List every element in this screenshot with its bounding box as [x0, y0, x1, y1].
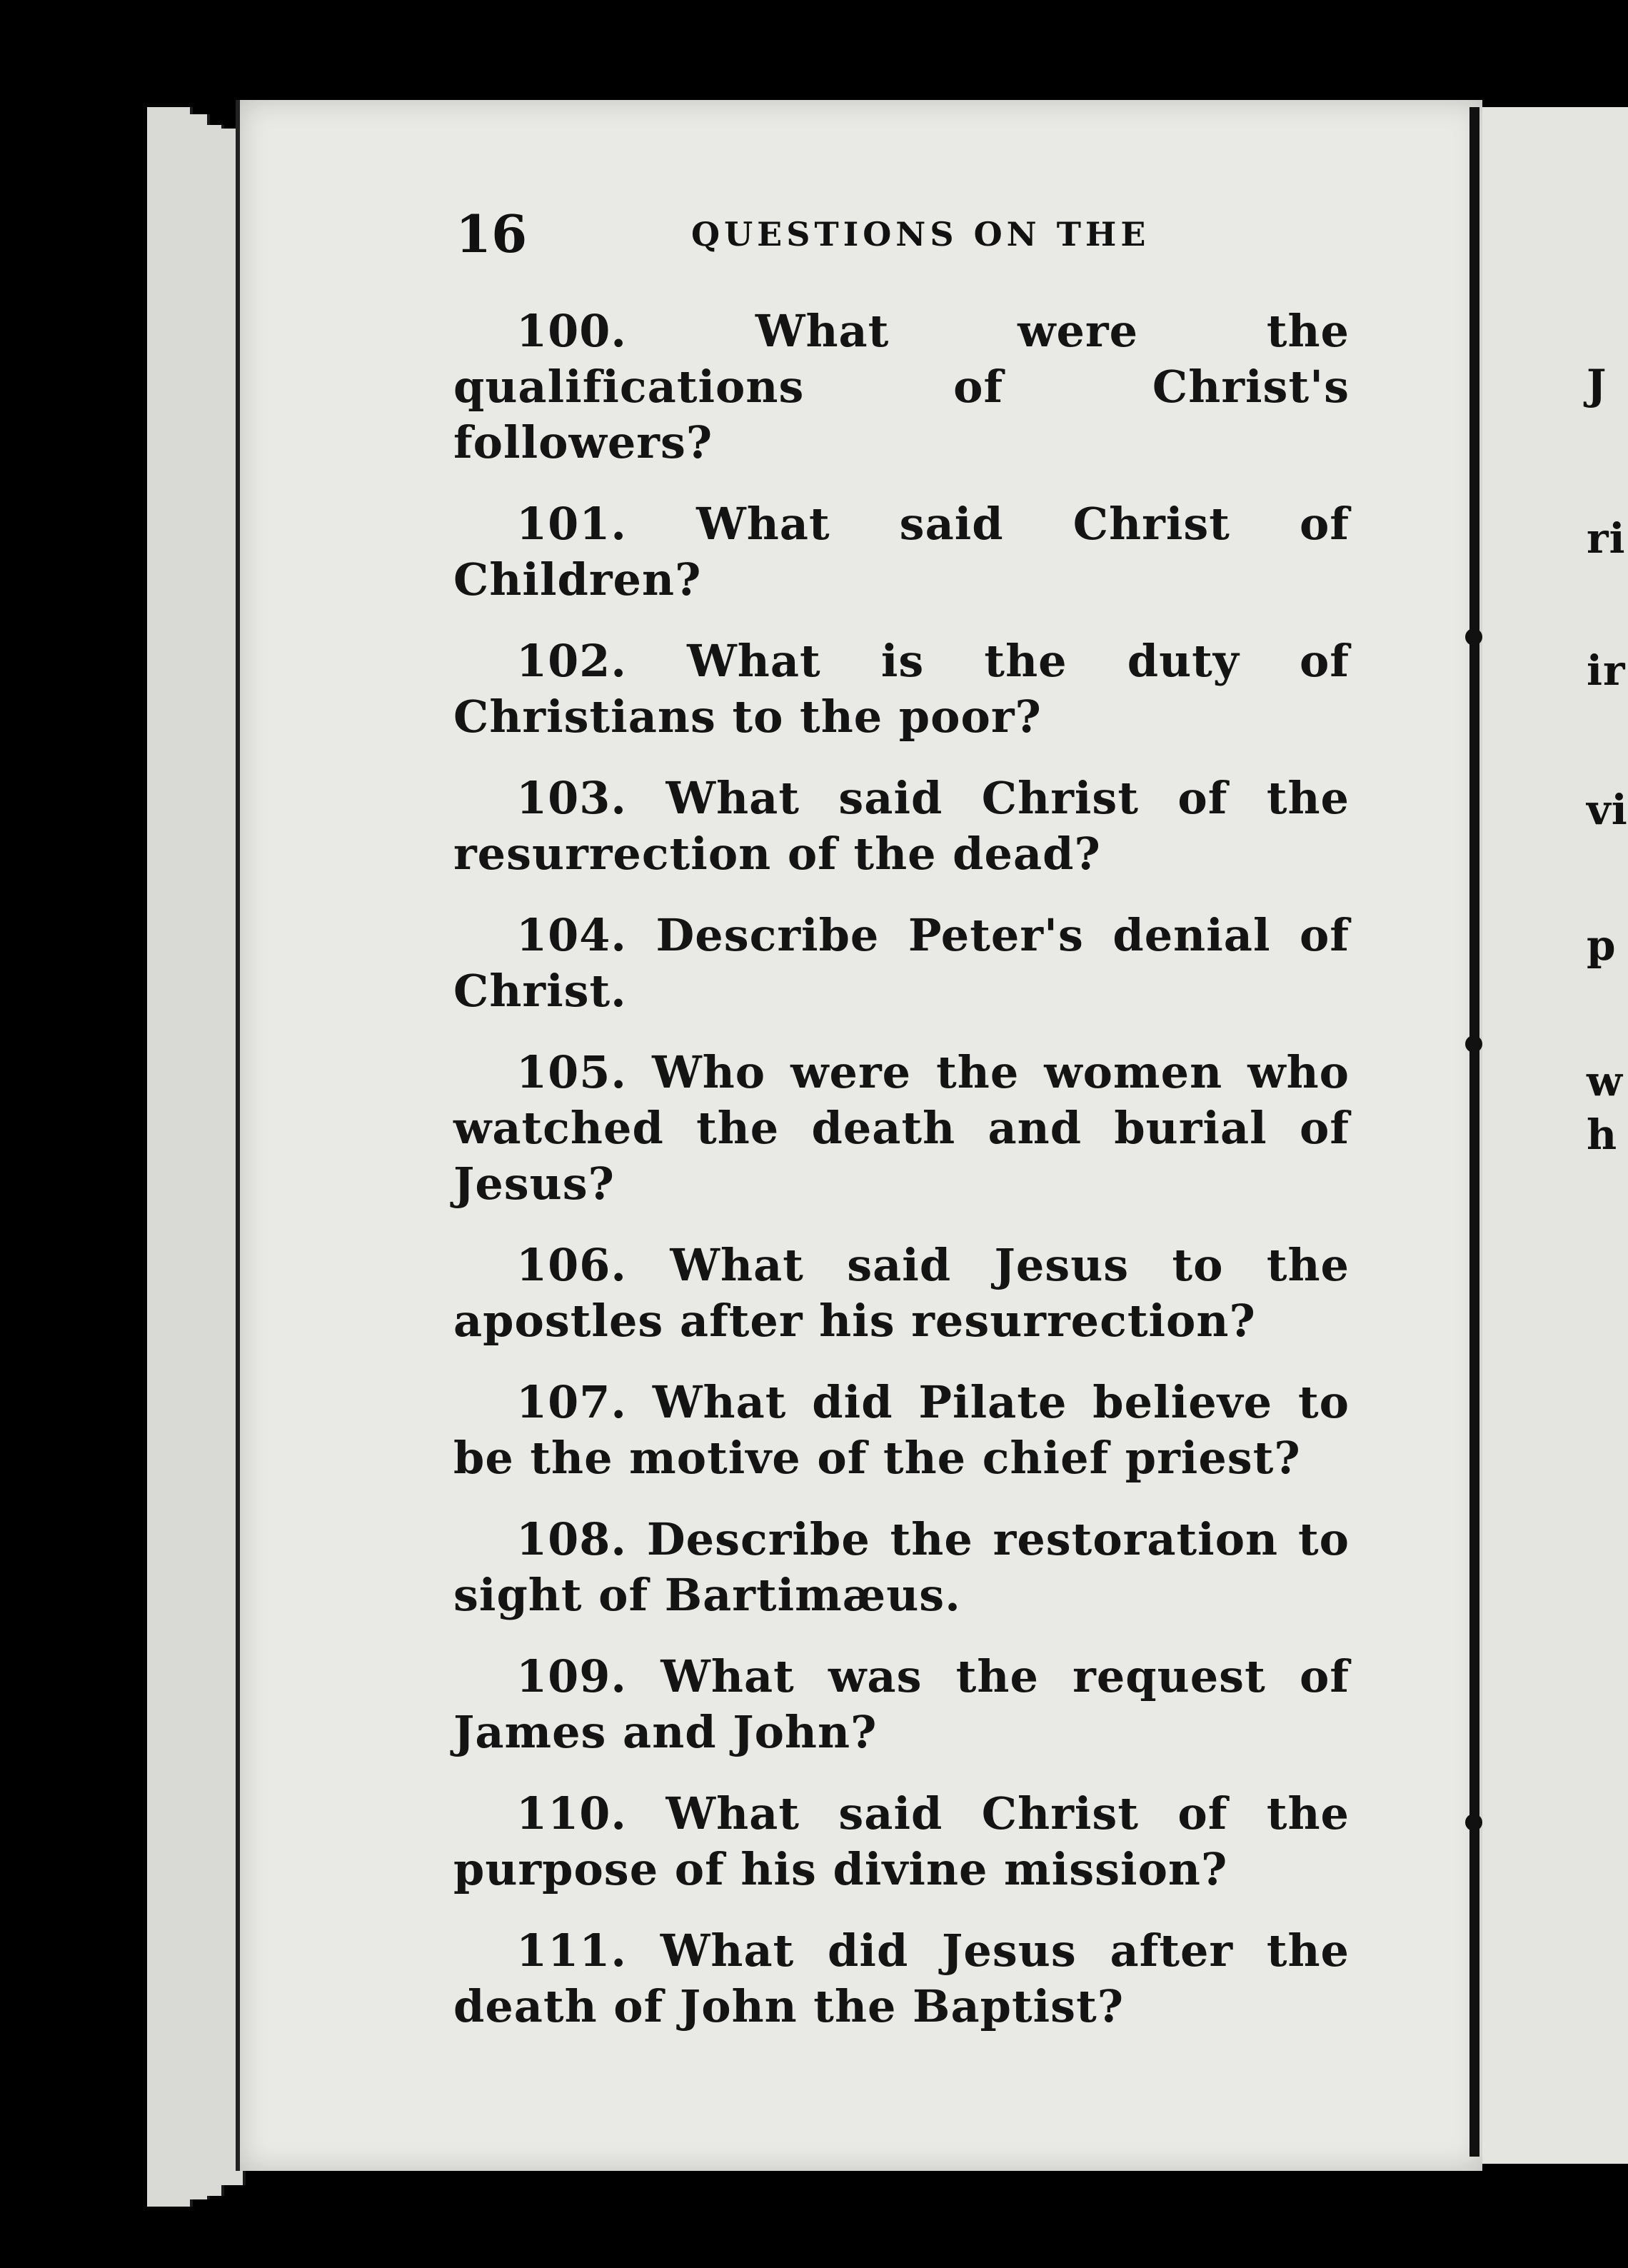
question-item — [453, 496, 1350, 608]
question-item — [453, 1045, 1350, 1212]
question-text: What said Christ of the purpose of his divine mission? — [453, 1787, 1350, 1895]
question-text: Describe Peter's denial of Christ. — [453, 909, 1350, 1017]
question-list — [453, 303, 1350, 2060]
facing-page-fragment: p — [1587, 921, 1617, 970]
question-number: 102. — [516, 635, 628, 687]
question-item — [453, 303, 1350, 471]
facing-page-fragment: ir — [1587, 646, 1626, 695]
book-gutter — [1469, 107, 1479, 2157]
binding-mark — [1465, 1035, 1482, 1053]
question-item — [453, 771, 1350, 882]
question-item — [453, 1649, 1350, 1760]
question-number: 103. — [516, 772, 628, 824]
binding-mark — [1465, 1814, 1482, 1831]
question-number: 100. — [516, 305, 628, 357]
question-number: 110. — [516, 1787, 628, 1840]
question-text: What were the qualifications of Christ's followers? — [453, 305, 1350, 468]
question-text: What said Jesus to the apostles after his resurrection? — [453, 1239, 1350, 1347]
question-item — [453, 1923, 1350, 2034]
question-number: 101. — [516, 498, 628, 550]
question-text: What is the duty of Christians to the poor? — [453, 635, 1350, 743]
question-text: What said Christ of the resurrection of the dead? — [453, 772, 1350, 880]
facing-page-fragment: w — [1587, 1057, 1623, 1105]
facing-page-fragment: vi — [1587, 786, 1628, 834]
question-text: What did Jesus after the death of John the Baptist? — [453, 1925, 1350, 2032]
running-head — [456, 204, 1348, 264]
question-number: 105. — [516, 1046, 628, 1098]
question-item — [453, 1238, 1350, 1349]
question-number: 108. — [516, 1513, 628, 1565]
question-text: What did Pilate believe to be the motive of the chief priest? — [453, 1376, 1350, 1484]
question-text: Who were the women who watched the death and burial of Jesus? — [453, 1046, 1350, 1210]
binding-mark — [1465, 628, 1482, 646]
question-number: 111. — [516, 1925, 628, 1977]
question-item — [453, 908, 1350, 1019]
question-text: Describe the restoration to sight of Bartimæus. — [453, 1513, 1350, 1621]
running-head-title: QUESTIONS ON THE — [691, 215, 1150, 254]
facing-page-fragment: h — [1587, 1110, 1618, 1159]
page-number: 16 — [456, 204, 528, 264]
question-number: 104. — [516, 909, 628, 961]
question-item — [453, 1786, 1350, 1897]
question-text: What said Christ of Children? — [453, 498, 1350, 606]
question-number: 107. — [516, 1376, 628, 1428]
question-item — [453, 1512, 1350, 1623]
question-number: 109. — [516, 1650, 628, 1702]
question-number: 106. — [516, 1239, 628, 1291]
question-item — [453, 633, 1350, 745]
facing-page-fragment: ri — [1587, 514, 1626, 563]
question-text: What was the request of James and John? — [453, 1650, 1350, 1758]
facing-page-fragment: J — [1587, 361, 1607, 409]
question-item — [453, 1375, 1350, 1486]
